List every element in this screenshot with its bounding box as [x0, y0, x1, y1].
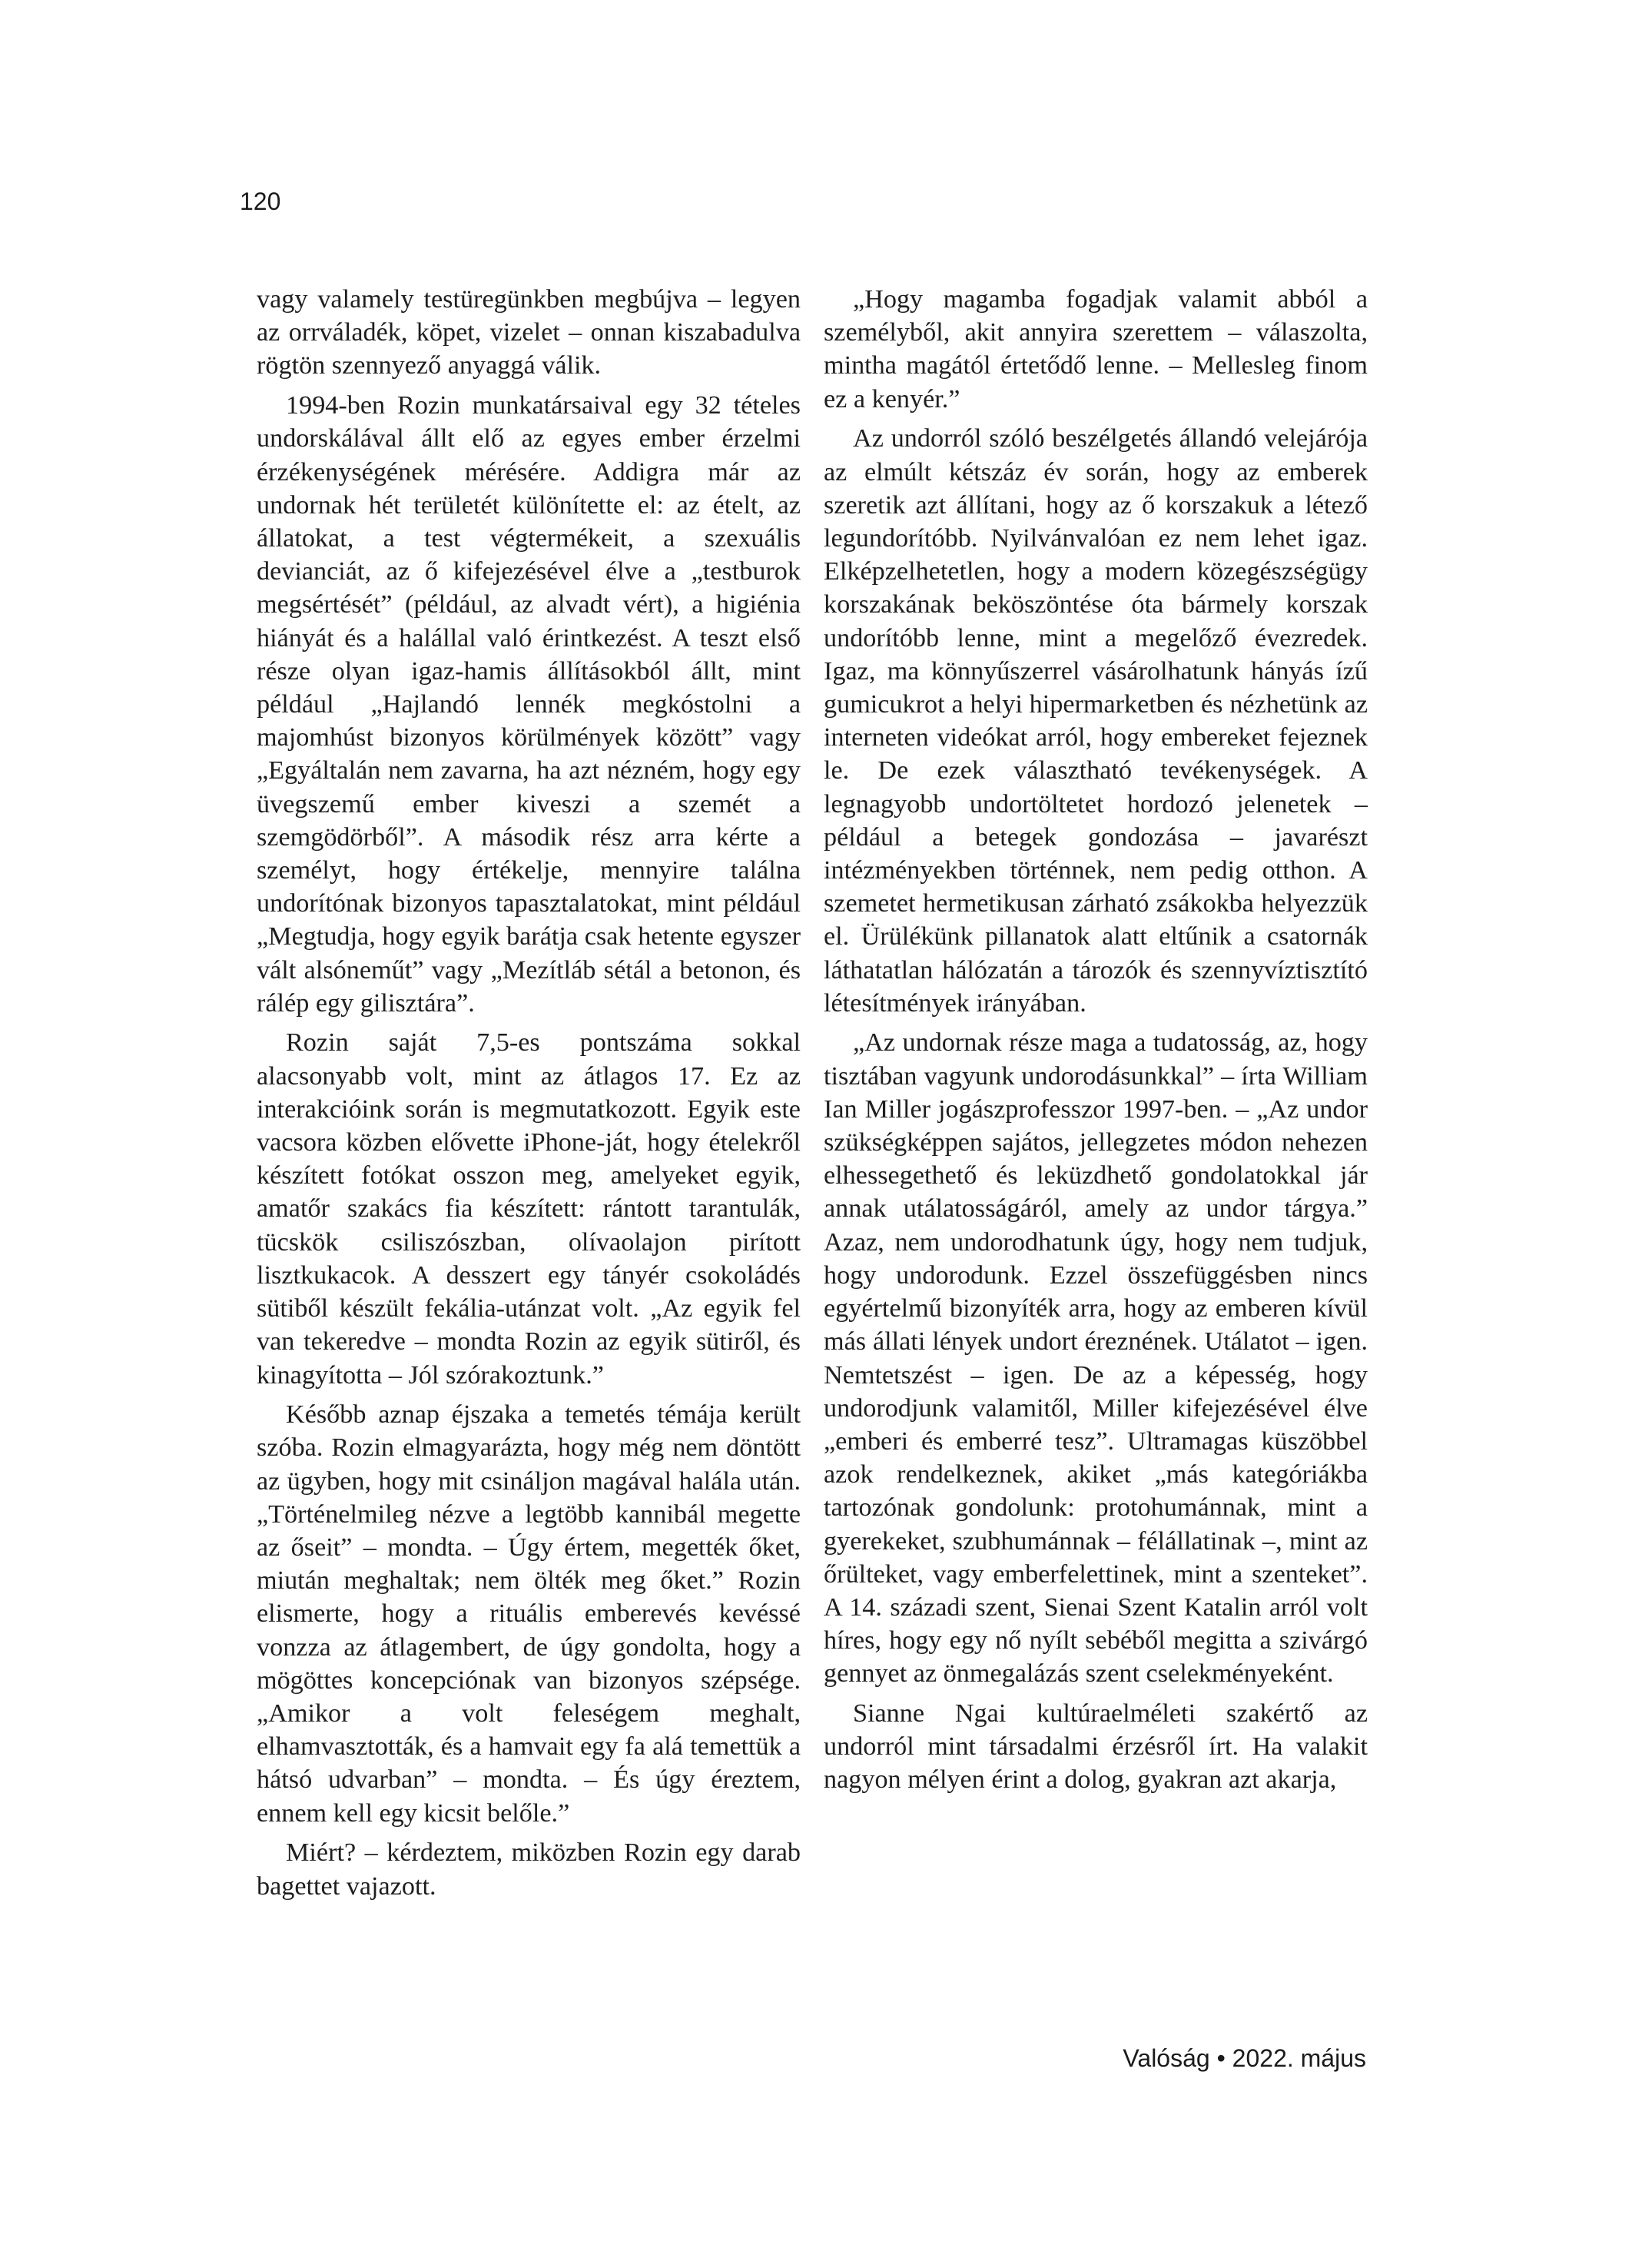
paragraph: vagy valamely testüregünkben megbújva – legyen az orrváladék, köpet, vizelet – onnan kiszabadulva rögtön szennyező anyaggá válik.	[257, 285, 801, 380]
paragraph: Később aznap éjszaka a temetés témája került szóba. Rozin elmagyarázta, hogy még nem döntött az ügyben, hogy mit csináljon magával halála után. „Történelmileg nézve a legtöbb kannibál megette az őseit” – mondta. – Úgy értem, megették őket, miután meghaltak; nem ölték meg őket.” Rozin elismerte, hogy a rituális emberevés kevéssé vonzza az átlagembert, de úgy gondolta, hogy a mögöttes koncepciónak van bizonyos szépsége. „Amikor a volt feleségem meghalt, elhamvasztották, és a hamvait egy fa alá temettük a hátsó udvarban” – mondta. – És úgy éreztem, ennem kell egy kicsit belőle.”	[257, 1400, 801, 1828]
paragraph: Miért? – kérdeztem, miközben Rozin egy darab bagettet vajazott.	[257, 1838, 801, 1901]
right-column	[824, 283, 1368, 1803]
left-column	[257, 283, 801, 1909]
paragraph: Sianne Ngai kultúraelméleti szakértő az undorról mint társadalmi érzésről írt. Ha valakit nagyon mélyen érint a dolog, gyakran azt akarja,	[824, 1699, 1368, 1795]
paragraph: Az undorról szóló beszélgetés állandó velejárója az elmúlt kétszáz év során, hogy az emberek szeretik azt állítani, hogy az ő korszakuk a létező legundorítóbb. Nyilvánvalóan ez nem lehet igaz. Elképzelhetetlen, hogy a modern közegészségügy korszakának beköszöntése óta bármely korszak undorítóbb lenne, mint a megelőző évezredek. Igaz, ma könnyűszerrel vásárolhatunk hányás ízű gumicukrot a helyi hipermarketben és nézhetünk az interneten videókat arról, hogy embereket fejeznek le. De ezek választható tevékenységek. A legnagyobb undortöltetet hordozó jelenetek – például a betegek gondozása – javarészt intézményekben történnek, nem pedig otthon. A szemetet hermetikusan zárható zsákokba helyezzük el. Ürülékünk pillanatok alatt eltűnik a csatornák láthatatlan hálózatán a tározók és szennyvíztisztító létesítmények irányában.	[824, 424, 1368, 1018]
paragraph: „Hogy magamba fogadjak valamit abból a személyből, akit annyira szerettem – válaszolta, mintha magától értetődő lenne. – Mellesleg finom ez a kenyér.”	[824, 285, 1368, 413]
paragraph: „Az undornak része maga a tudatosság, az, hogy tisztában vagyunk undorodásunkkal” – írta William Ian Miller jogászprofesszor 1997-ben. – „Az undor szükségképpen sajátos, jellegzetes módon nehezen elhessegethető és leküzdhető gondolatokkal jár annak utálatosságáról, amely az undor tárgya.” Azaz, nem undorodhatunk úgy, hogy nem tudjuk, hogy undorodunk. Ezzel összefüggésben nincs egyértelmű bizonyíték arra, hogy az emberen kívül más állati lények undort éreznének. Utálatot – igen. Nemtetszést – igen. De az a képesség, hogy undorodjunk valamitől, Miller kifejezésével élve „emberi és emberré tesz”. Ultramagas küszöbbel azok rendelkeznek, akiket „más kategóriákba tartozónak gondolunk: protohumánnak, mint a gyerekeket, szubhumánnak – félállatinak –, mint az őrülteket, vagy emberfelettinek, mint a szenteket”. A 14. századi szent, Sienai Szent Katalin arról volt híres, hogy egy nő nyílt sebéből megitta a szivárgó gennyet az önmegalázás szent cselekményeként.	[824, 1028, 1368, 1689]
paragraph: Rozin saját 7,5-es pontszáma sokkal alacsonyabb volt, mint az átlagos 17. Ez az interakcióink során is megmutatkozott. Egyik este vacsora közben elővette iPhone-ját, hogy ételekről készített fotókat osszon meg, amelyeket egyik, amatőr szakács fia készített: rántott tarantulák, tücskök csiliszószban, olívaolajon pirított lisztkukacok. A desszert egy tányér csokoládés sütiből készült fekália-utánzat volt. „Az egyik fel van tekeredve – mondta Rozin az egyik sütiről, és kinagyította – Jól szórakoztunk.”	[257, 1028, 801, 1390]
page-number: 120	[240, 188, 281, 215]
paragraph: 1994-ben Rozin munkatársaival egy 32 tételes undorskálával állt elő az egyes ember érzelmi érzékenységének mérésére. Addigra már az undornak hét területét különítette el: az ételt, az állatokat, a test végtermékeit, a szexuális devianciát, az ő kifejezésével élve a „testburok megsértését” (például, az alvadt vért), a higiénia hiányát és a halállal való érintkezést. A teszt első része olyan igaz-hamis állításokból állt, mint például „Hajlandó lennék megkóstolni a majomhúst bizonyos körülmények között” vagy „Egyáltalán nem zavarna, ha azt nézném, hogy egy üvegszemű ember kiveszi a szemét a szemgödörből”. A második rész arra kérte a személyt, hogy értékelje, mennyire találna undorítónak bizonyos tapasztalatokat, mint például „Megtudja, hogy egyik barátja csak hetente egyszer vált alsóneműt” vagy „Mezítláb sétál a betonon, és rálép egy gilisztára”.	[257, 391, 801, 1018]
footer-publication-info: Valóság • 2022. május	[1123, 2044, 1366, 2072]
